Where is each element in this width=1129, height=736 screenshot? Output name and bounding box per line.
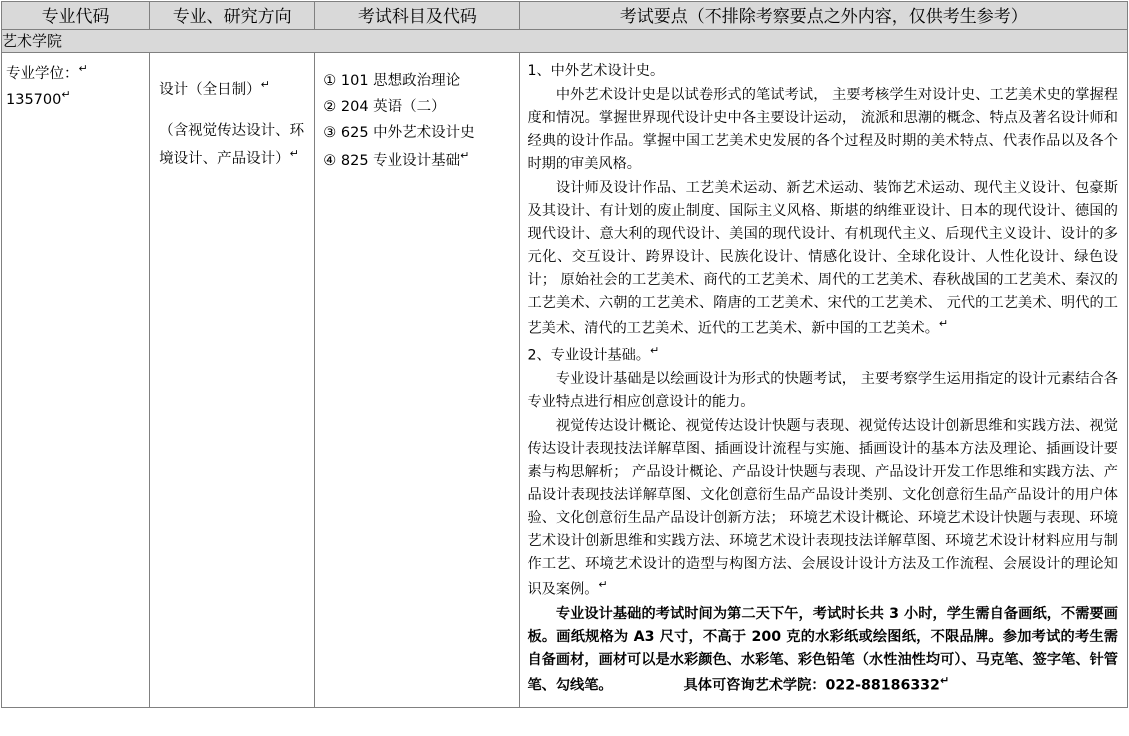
editor-mark: ↵	[78, 62, 88, 75]
subject-item-3: ③ 625 中外艺术设计史	[323, 124, 475, 141]
editor-mark: ↵	[649, 343, 660, 357]
major-detail: （含视觉传达设计、环境设计、产品设计）↵	[159, 122, 305, 168]
header-exam-points: 考试要点（不排除考察要点之外内容，仅供考生参考）	[520, 2, 1128, 30]
major-code-line-2: 135700↵	[6, 88, 71, 109]
points-bold-note: 专业设计基础的考试时间为第二天下午，考试时长共 3 小时，学生需自备画纸，不需要画板。画纸规格为 A3 尺寸，不高于 200 克的水彩纸或绘图纸，不限品牌。参加考试的考生需自备画材，画材可以是水彩颜色、水彩笔、彩色铅笔（水性油性均可）、马克笔、签字笔、针管笔、勾线笔。 具体可咨询艺术学院：022-88186332↵	[527, 606, 1118, 694]
cell-exam-subjects	[315, 53, 520, 708]
spacer	[159, 104, 308, 118]
editor-mark: ↵	[260, 78, 270, 91]
cell-exam-points	[520, 53, 1128, 708]
header-major-direction: 专业、研究方向	[150, 2, 315, 30]
cell-major-code	[2, 53, 150, 708]
points-section-1-para-2: 设计师及设计作品、工艺美术运动、新艺术运动、装饰艺术运动、现代主义设计、包豪斯及其设计、有计划的废止制度、国际主义风格、斯堪的纳维亚设计、日本的现代设计、德国的现代设计、意大利的现代设计、美国的现代设计、有机现代主义、后现代主义设计、设计的多元化、交互设计、跨界设计、民族化设计、情感化设计、全球化设计、人性化设计、绿色设计； 原始社会的工艺美术、商代的工艺美术、周代的工艺美术、春秋战国的工艺美术、秦汉的工艺美术、六朝的工艺美术、隋唐的工艺美术、宋代的工艺美术、 元代的工艺美术、明代的工艺美术、清代的工艺美术、近代的工艺美术、新中国的工艺美术。↵	[527, 180, 1118, 337]
subject-item-2: ② 204 英语（二）	[323, 98, 446, 115]
editor-mark: ↵	[939, 674, 950, 688]
points-section-2-title: 2、专业设计基础。↵	[527, 343, 660, 364]
major-code-line-1: 专业学位：↵	[6, 62, 88, 82]
points-section-1-title: 1、中外艺术设计史。	[527, 63, 665, 79]
subject-item-4: ④ 825 专业设计基础↵	[323, 149, 470, 170]
header-major-code: 专业代码	[2, 2, 150, 30]
editor-mark: ↵	[598, 578, 608, 592]
college-row	[2, 30, 1128, 53]
editor-mark: ↵	[61, 88, 71, 102]
points-section-2-para-2: 视觉传达设计概论、视觉传达设计快题与表现、视觉传达设计创新思维和实践方法、视觉传达设计表现技法详解草图、插画设计流程与实施、插画设计的基本方法及理论、插画设计要素与构思解析； 产品设计概论、产品设计快题与表现、产品设计开发工作思维和实践方法、产品设计表现技法详解草图、文化创意衍生品产品设计类别、文化创意衍生品产品设计的用户体验、文化创意衍生品产品设计创新方法； 环境艺术设计概论、环境艺术设计快题与表现、环境艺术设计创新思维和实践方法、环境艺术设计表现技法详解草图、环境艺术设计材料应用与制作工艺、环境艺术设计的造型与构图方法、会展设计设计方法及工作流程、会展设计的理论知识及案例。↵	[527, 418, 1118, 599]
editor-mark: ↵	[938, 317, 949, 330]
points-section-1-para-1: 中外艺术设计史是以试卷形式的笔试考试， 主要考核学生对设计史、工艺美术史的掌握程度和情况。掌握世界现代设计史中各主要设计运动， 流派和思潮的概念、特点及著名设计师和经典的设计作品。掌握中国工艺美术史发展的各个过程及时期的美术特点、代表作品以及各个时期的审美风格。	[527, 87, 1118, 172]
editor-mark: ↵	[289, 147, 299, 161]
exam-outline-table	[1, 1, 1128, 708]
cell-major-direction	[150, 53, 315, 708]
table-header-row	[2, 2, 1128, 30]
table-row	[2, 53, 1128, 708]
header-exam-subjects: 考试科目及代码	[315, 2, 520, 30]
points-section-2-para-1: 专业设计基础是以绘画设计为形式的快题考试， 主要考察学生运用指定的设计元素结合各专业特点进行相应创意设计的能力。	[527, 371, 1118, 411]
subject-item-1: ① 101 思想政治理论	[323, 73, 461, 89]
college-name: 艺术学院	[2, 30, 1128, 53]
points-contact: 具体可咨询艺术学院：022-88186332	[683, 677, 940, 694]
major-name: 设计（全日制）↵	[159, 78, 270, 98]
editor-mark: ↵	[460, 149, 470, 163]
